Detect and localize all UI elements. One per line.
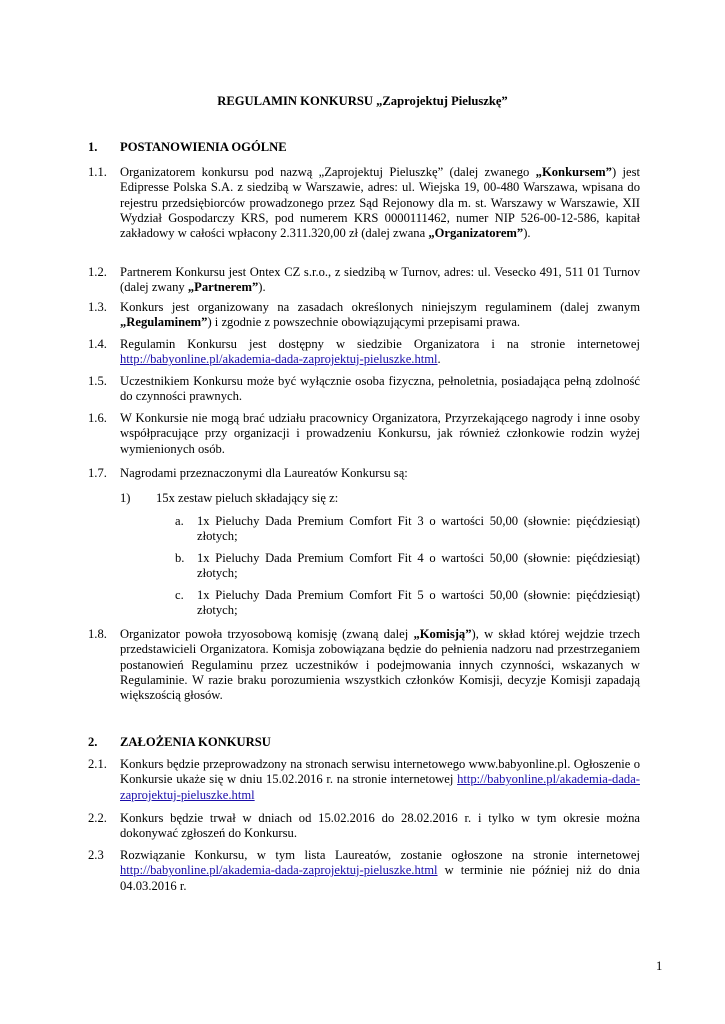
- clause-2-2: [88, 811, 640, 842]
- section-title: ZAŁOŻENIA KONKURSU: [120, 735, 271, 749]
- defined-term: „Komisją”: [413, 627, 472, 641]
- clause-text: W Konkursie nie mogą brać udziału pracownicy Organizatora, Przyrzekającego nagrody i inne osoby współpracujące przy organizacji i prowadzeniu Konkursu, jak również członkowie rodzin wyżej wymienionych osób.: [120, 411, 640, 456]
- clause-1-7: [88, 466, 640, 481]
- text-part: Partnerem Konkursu jest Ontex CZ s.r.o., z siedzibą w Turnov, adres: ul. Vesecko 491, 511 01 Turnov (dalej zwany: [120, 265, 640, 295]
- text-part: ) jest Edipresse Polska S.A. z siedzibą w Warszawie, adres: ul. Wiejska 19, 00-480 Warszawa, wpisana do rejestru przedsiębiorców prowadzonego przez Sąd Rejonowy dla m. st. Warszawy w Warszawie, XII Wydział Gospodarczy KRS, pod numerem KRS 0000111462, numer NIP 526-00-12-586, kapitał zakładowy w całości wpłacony 2.311.320,00 zł (dalej zwana: [120, 165, 640, 241]
- clause-number: 1.3.: [88, 300, 107, 314]
- subitem-letter: c.: [175, 588, 184, 602]
- section-number: 1.: [88, 140, 98, 154]
- document-title: REGULAMIN KONKURSU „Zaprojektuj Pieluszkę”: [217, 94, 508, 108]
- text-part: w terminie nie później niż do dnia 04.03.2016 r.: [120, 863, 640, 893]
- subitem-text: 1x Pieluchy Dada Premium Comfort Fit 4 o wartości 50,00 (słownie: pięćdziesiąt) złotych;: [197, 551, 640, 581]
- defined-term: „Konkursem”: [535, 165, 612, 179]
- subitem-text: 1x Pieluchy Dada Premium Comfort Fit 3 o wartości 50,00 (słownie: pięćdziesiąt) złotych;: [197, 514, 640, 544]
- subitem-letter: b.: [175, 551, 185, 565]
- prize-subitem-c: [175, 588, 640, 619]
- text-part: ) i zgodnie z powszechnie obowiązującymi przepisami prawa.: [207, 315, 521, 330]
- text-part: ).: [523, 226, 531, 241]
- clause-text: Uczestnikiem Konkursu może być wyłącznie osoba fizyczna, pełnoletnia, posiadająca pełną zdolność do czynności prawnych.: [120, 374, 640, 404]
- clause-1-2: [88, 265, 640, 296]
- subitem-letter: a.: [175, 514, 184, 528]
- prize-number: 1): [120, 491, 131, 505]
- clause-text: [120, 165, 640, 241]
- clause-text: [120, 627, 640, 703]
- page-number: 1: [656, 959, 663, 973]
- clause-text: [120, 848, 640, 894]
- text-part: .: [437, 352, 441, 367]
- clause-1-5: [88, 374, 640, 405]
- clause-number: 2.3: [88, 848, 104, 862]
- clause-1-3: [88, 300, 640, 331]
- text-part: Konkurs będzie przeprowadzony na stronach serwisu internetowego www.babyonline.pl. Ogłoszenie o Konkursie ukaże się w dniu 15.02.2016 r. na stronie internetowej: [120, 757, 640, 787]
- text-part: Organizatorem konkursu pod nazwą „Zaprojektuj Pieluszkę” (dalej zwanego: [120, 165, 536, 179]
- clause-number: 1.2.: [88, 265, 107, 279]
- clause-1-4: [88, 337, 640, 368]
- clause-2-1: [88, 757, 640, 803]
- clause-text: [120, 265, 640, 296]
- clause-number: 1.4.: [88, 337, 107, 351]
- prize-subitem-a: [175, 514, 640, 545]
- clause-number: 1.8.: [88, 627, 107, 641]
- text-part: Organizator powoła trzyosobową komisję (zwaną dalej: [120, 627, 414, 641]
- prize-subitem-b: [175, 551, 640, 582]
- contest-link[interactable]: http://babyonline.pl/akademia-dada-zaprojektuj-pieluszke.html: [120, 772, 640, 802]
- clause-1-1: [88, 165, 640, 241]
- text-part: Konkurs jest organizowany na zasadach określonych niniejszym regulaminem (dalej zwanym: [120, 300, 640, 314]
- text-part: ), w skład której wejdzie trzech przedstawicieli Organizatora. Komisja zobowiązana będzie do pełnienia nadzoru nad przestrzeganiem postanowień Regulaminu przez uczestników i podejmowania innych czynności, wskazanych w Regulaminie. W razie braku porozumienia wszystkich członków Komisji, decyzje Komisji zapadają większością głosów.: [120, 627, 641, 703]
- section-number: 2.: [88, 735, 98, 749]
- regulamin-link[interactable]: http://babyonline.pl/akademia-dada-zaprojektuj-pieluszke.html: [120, 352, 438, 367]
- clause-2-3: [88, 848, 640, 894]
- clause-number: 1.6.: [88, 411, 107, 425]
- clause-text: [120, 300, 640, 331]
- clause-1-8: [88, 627, 640, 703]
- section-title: POSTANOWIENIA OGÓLNE: [120, 140, 287, 154]
- clause-number: 1.1.: [88, 165, 107, 179]
- text-part: Rozwiązanie Konkursu, w tym lista Laureatów, zostanie ogłoszone na stronie internetowej: [120, 848, 640, 862]
- text-part: ).: [258, 280, 266, 295]
- text-part: Regulamin Konkursu jest dostępny w siedzibie Organizatora i na stronie internetowej: [120, 337, 640, 351]
- prize-text: 15x zestaw pieluch składający się z:: [156, 491, 339, 505]
- clause-text: Konkurs będzie trwał w dniach od 15.02.2016 do 28.02.2016 r. i tylko w tym okresie można dokonywać zgłoszeń do Konkursu.: [120, 811, 640, 841]
- clause-number: 1.7.: [88, 466, 107, 480]
- clause-1-6: [88, 411, 640, 457]
- subitem-text: 1x Pieluchy Dada Premium Comfort Fit 5 o wartości 50,00 (słownie: pięćdziesiąt) złotych;: [197, 588, 640, 618]
- clause-number: 1.5.: [88, 374, 107, 388]
- clause-text: [120, 337, 640, 368]
- defined-term: „Regulaminem”: [120, 315, 208, 330]
- clause-number: 2.1.: [88, 757, 107, 771]
- clause-number: 2.2.: [88, 811, 107, 825]
- clause-text: [120, 757, 640, 803]
- prize-item: [120, 491, 640, 506]
- clause-text: Nagrodami przeznaczonymi dla Laureatów Konkursu są:: [120, 466, 408, 480]
- defined-term: „Organizatorem”: [428, 226, 524, 241]
- defined-term: „Partnerem”: [187, 280, 259, 295]
- results-link[interactable]: http://babyonline.pl/akademia-dada-zaprojektuj-pieluszke.html: [120, 863, 438, 878]
